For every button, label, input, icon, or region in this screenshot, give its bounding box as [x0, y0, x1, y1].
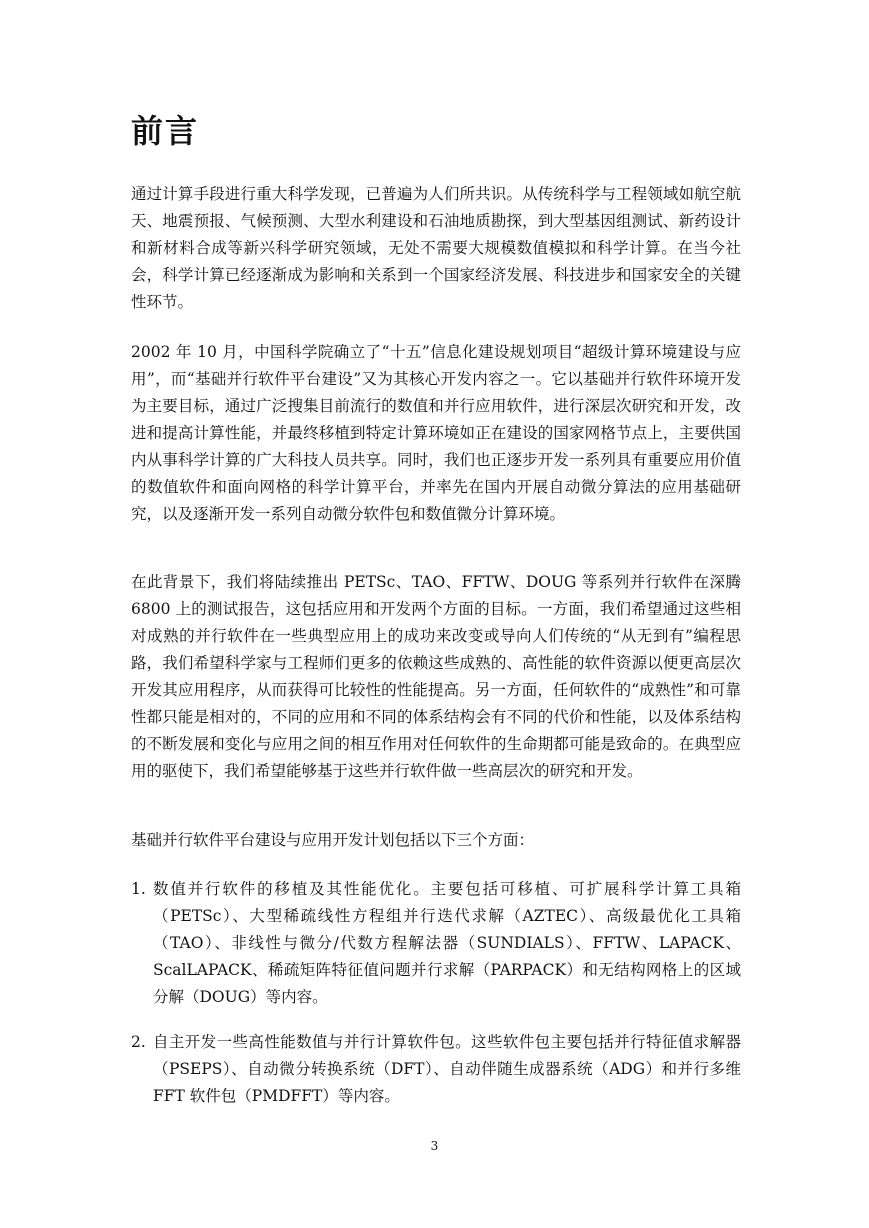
paragraph-plan-lead: 基础并行软件平台建设与应用开发计划包括以下三个方面：: [131, 831, 535, 849]
list-item: [131, 876, 741, 1011]
paragraph-project-background: 2002 年 10 月，中国科学院确立了“十五”信息化建设规划项目“超级计算环境建设与应用”，而“基础并行软件平台建设”又为其核心开发内容之一。它以基础并行软件环境开发为主要目标，通过广泛搜集目前流行的数值和并行应用软件，进行深层次研究和开发，改进和提高计算性能，并最终移植到特定计算环境如正在建设的国家网格节点上，主要供国内从事科学计算的广大科技人员共享。同时，我们也正逐步开发一系列具有重要应用价值的数值软件和面向网格的科学计算平台，并率先在国内开展自动微分算法的应用基础研究，以及逐渐开发一系列自动微分软件包和数值微分计算环境。: [131, 343, 741, 523]
paragraph-goals: 在此背景下，我们将陆续推出 PETSc、TAO、FFTW、DOUG 等系列并行软件在深腾 6800 上的测试报告，这包括应用和开发两个方面的目标。一方面，我们希望通过这些相对成熟的并行软件在一些典型应用上的成功来改变或导向人们传统的“从无到有”编程思路，我们希望科学家与工程师们更多的依赖这些成熟的、高性能的软件资源以便更高层次开发其应用程序，从而获得可比较性的性能提高。另一方面，任何软件的“成熟性”和可靠性都只能是相对的，不同的应用和不同的体系结构会有不同的代价和性能，以及体系结构的不断发展和变化与应用之间的相互作用对任何软件的生命期都可能是致命的。在典型应用的驱使下，我们希望能够基于这些并行软件做一些高层次的研究和开发。: [131, 573, 741, 780]
page-title: 前言: [131, 112, 200, 150]
paragraph-intro: 通过计算手段进行重大科学发现，已普遍为人们所共识。从传统科学与工程领域如航空航天、地震预报、气候预测、大型水利建设和石油地质勘探，到大型基因组测试、新药设计和新材料合成等新兴科学研究领域，无处不需要大规模数值模拟和科学计算。在当今社会，科学计算已经逐渐成为影响和关系到一个国家经济发展、科技进步和国家安全的关键性环节。: [131, 185, 741, 311]
list-item-number: 2.: [131, 1033, 146, 1051]
list-item: [131, 1029, 741, 1110]
list-item-number: 1.: [131, 880, 146, 898]
page-number: 3: [430, 1139, 439, 1153]
list-item-text: 数值并行软件的移植及其性能优化。主要包括可移植、可扩展科学计算工具箱（PETSc）、大型稀疏线性方程组并行迭代求解（AZTEC）、高级最优化工具箱（TAO）、非线性与微分/代数方程解法器（SUNDIALS）、FFTW、LAPACK、ScalLAPACK、稀疏矩阵特征值问题并行求解（PARPACK）和无结构网格上的区域分解（DOUG）等内容。: [153, 880, 741, 1006]
list-item-text: 自主开发一些高性能数值与并行计算软件包。这些软件包主要包括并行特征值求解器（PSEPS）、自动微分转换系统（DFT）、自动伴随生成器系统（ADG）和并行多维 FFT 软件包（PMDFFT）等内容。: [153, 1033, 741, 1105]
